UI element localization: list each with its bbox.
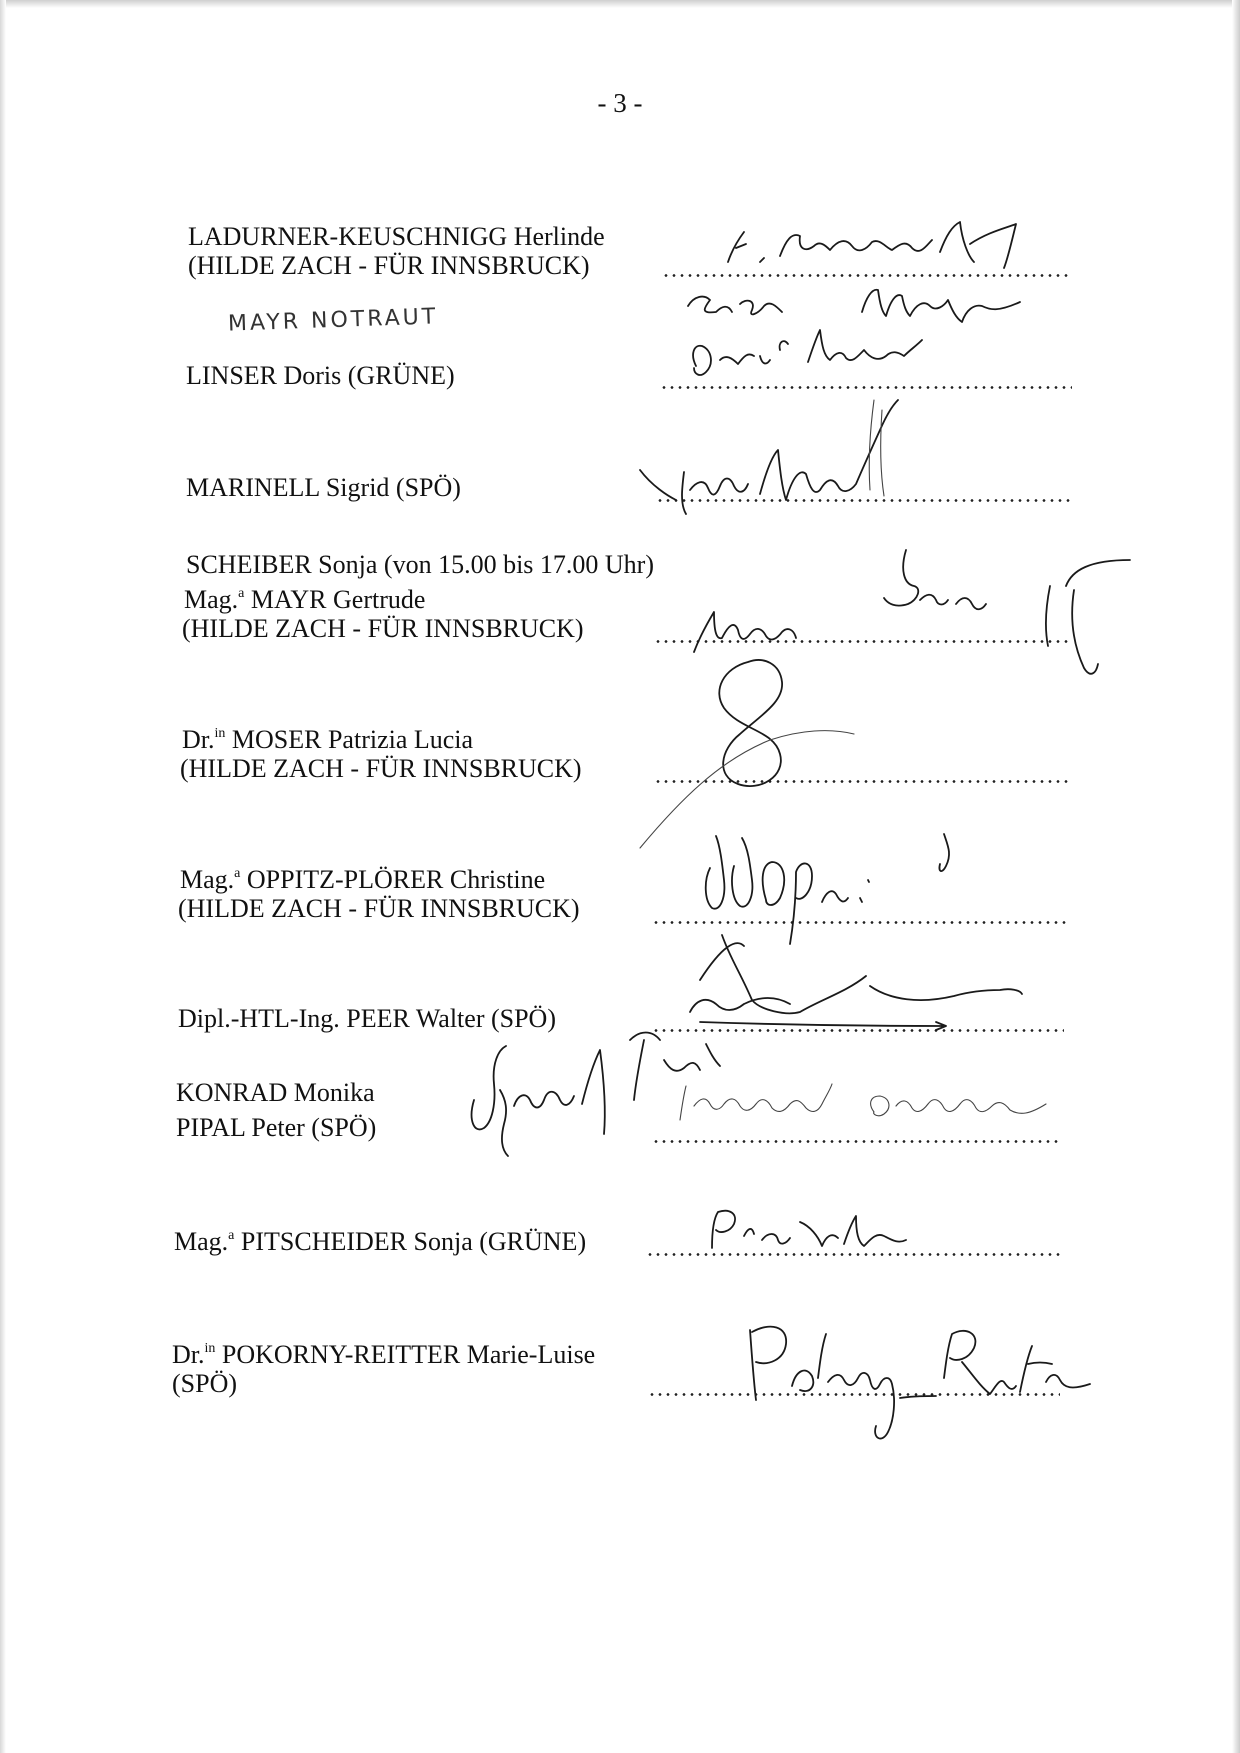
signature-pitscheider <box>712 1211 906 1248</box>
signature-mayr-gertrude <box>694 612 796 652</box>
signature-ladurner-keuschnigg <box>728 222 1016 268</box>
entry-9-name-rest: PITSCHEIDER Sonja (GRÜNE) <box>234 1227 587 1256</box>
entry-3-signature-line <box>656 499 1072 502</box>
signature-scheiber <box>884 550 1130 674</box>
entry-2-handwritten-name: MAYR NOTRAUT <box>227 304 439 337</box>
entry-1-name: LADURNER-KEUSCHNIGG Herlinde <box>188 222 605 251</box>
entry-5-name <box>182 725 473 755</box>
scan-edge-top <box>0 0 1240 8</box>
entry-6-title: Mag. <box>180 865 235 894</box>
entry-6-title-suffix: a <box>234 866 241 881</box>
entry-4-name-rest: MAYR Gertrude <box>244 585 426 614</box>
entry-6-name <box>180 865 545 895</box>
entry-5-title: Dr. <box>182 725 215 754</box>
entry-4-name <box>184 585 425 615</box>
signature-oppitz-ploerer <box>706 834 949 944</box>
entry-5-party: (HILDE ZACH - FÜR INNSBRUCK) <box>180 754 582 783</box>
entry-10-signature-line <box>648 1393 1060 1396</box>
signature-pipal <box>472 1033 720 1157</box>
entry-8-signature-line <box>652 1140 1062 1143</box>
signature-moser <box>640 660 854 848</box>
page-number: - 3 - <box>597 88 643 118</box>
signature-peer <box>690 935 1022 1030</box>
entry-5-title-suffix: in <box>214 726 226 741</box>
entry-10-title: Dr. <box>172 1340 205 1369</box>
entry-4-signature-line <box>654 640 1070 643</box>
entry-4-substitute-note: SCHEIBER Sonja (von 15.00 bis 17.00 Uhr) <box>186 550 654 579</box>
entry-4-title-suffix: a <box>238 586 245 601</box>
entry-10-title-suffix: in <box>204 1341 216 1356</box>
entry-9-title-suffix: a <box>228 1228 235 1243</box>
entry-9-signature-line <box>646 1253 1060 1256</box>
entry-10-name <box>172 1340 595 1370</box>
entry-8-name-1: KONRAD Monika <box>176 1078 375 1107</box>
signature-linser <box>693 330 922 375</box>
entry-9-name <box>174 1227 586 1257</box>
entry-2-name: LINSER Doris (GRÜNE) <box>186 361 455 390</box>
entry-2-signature-line <box>660 386 1072 389</box>
signature-konrad <box>680 1084 1046 1120</box>
entry-10-party: (SPÖ) <box>172 1369 238 1398</box>
entry-6-name-rest: OPPITZ-PLÖRER Christine <box>240 865 546 894</box>
entry-7-name: Dipl.-HTL-Ing. PEER Walter (SPÖ) <box>178 1004 556 1033</box>
entry-7-signature-line <box>652 1029 1064 1032</box>
entry-9-title: Mag. <box>174 1227 229 1256</box>
signature-pokorny-reitter <box>750 1327 1090 1439</box>
scan-edge-left <box>0 0 6 1753</box>
entry-4-party: (HILDE ZACH - FÜR INNSBRUCK) <box>182 614 584 643</box>
entry-10-name-rest: POKORNY-REITTER Marie-Luise <box>215 1340 596 1369</box>
entry-1-party: (HILDE ZACH - FÜR INNSBRUCK) <box>188 251 590 280</box>
entry-8-name-2: PIPAL Peter (SPÖ) <box>176 1113 377 1142</box>
entry-6-party: (HILDE ZACH - FÜR INNSBRUCK) <box>178 894 580 923</box>
entry-5-signature-line <box>654 780 1068 783</box>
entry-6-signature-line <box>652 921 1066 924</box>
signature-marinell <box>640 400 898 514</box>
entry-5-name-rest: MOSER Patrizia Lucia <box>225 725 474 754</box>
signature-mayr-notraut <box>688 290 1020 322</box>
entry-3-name: MARINELL Sigrid (SPÖ) <box>186 473 461 502</box>
scan-edge-right <box>1232 0 1240 1753</box>
entry-4-title: Mag. <box>184 585 239 614</box>
entry-1-signature-line <box>662 274 1070 277</box>
